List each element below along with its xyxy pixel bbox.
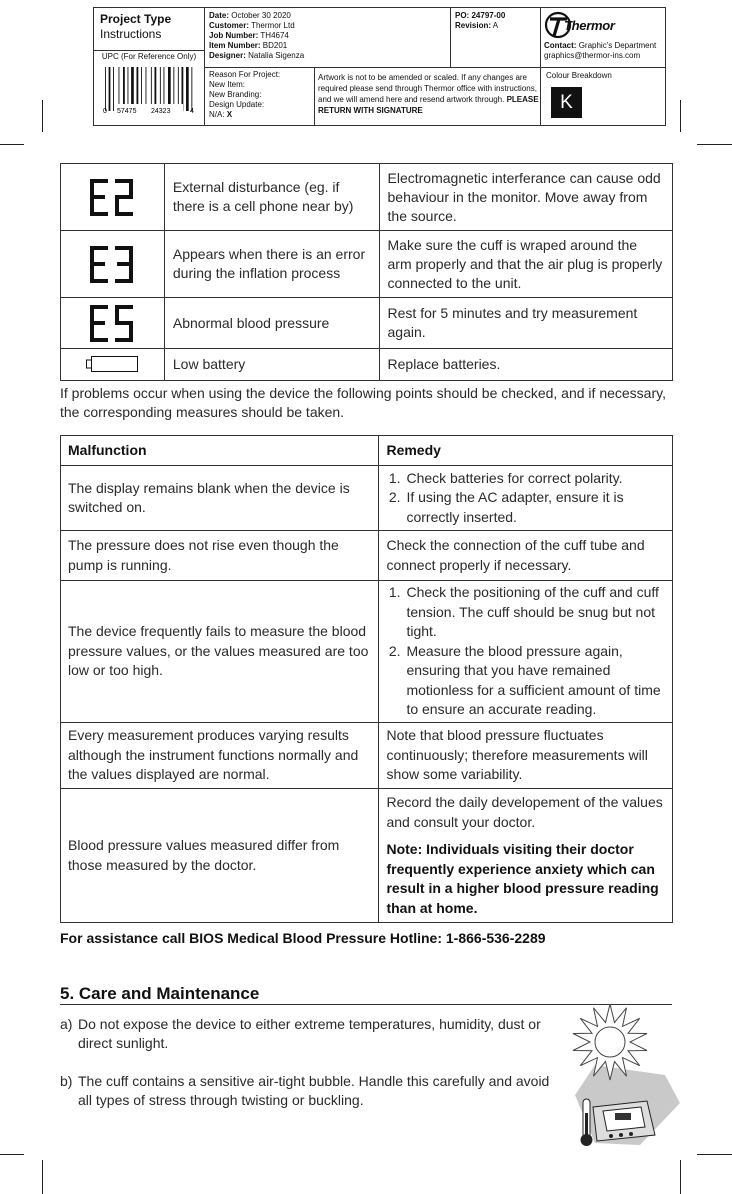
malfunction-cell: The device frequently fails to measure the blood pressure values, or the values measured are too low or too high. <box>61 581 379 723</box>
barcode-digit: 24323 <box>151 108 171 115</box>
list-marker: a) <box>60 1016 73 1032</box>
artwork-note-cell <box>318 72 540 116</box>
troubleshooting-intro: If problems occur when using the device the following points should be checked, and if necessary, the corresponding measures should be taken. <box>60 385 666 420</box>
error-code-table <box>60 163 673 381</box>
hotline-text: For assistance call BIOS Medical Blood Pressure Hotline: 1-866-536-2289 <box>60 930 546 946</box>
sun-exposure-illustration <box>555 995 680 1155</box>
date-value: October 30 2020 <box>231 11 291 20</box>
designer-label: Designer: <box>209 51 246 60</box>
error-action: Make sure the cuff is wraped around the arm properly and that the air plug is properly connected to the unit. <box>379 231 672 298</box>
crop-mark <box>0 1154 24 1155</box>
remedy-text: Record the daily developement of the values and consult your doctor. <box>386 794 663 830</box>
error-code-cell <box>61 298 165 349</box>
remedy-cell: Note that blood pressure fluctuates continuously; therefore measurements will show some variability. <box>379 723 673 789</box>
project-type-label: Project Type <box>100 12 172 26</box>
crop-mark <box>680 100 681 132</box>
list-item: 2. Measure the blood pressure again, ensuring that you have remained motionless for a sufficient amount of time to ensure an accurate reading. <box>404 642 665 720</box>
crop-mark <box>0 144 24 145</box>
customer-label: Customer: <box>209 21 250 30</box>
reason-line: New Branding: <box>209 90 262 99</box>
error-description: Appears when there is an error during the inflation process <box>164 231 379 298</box>
date-label: Date: <box>209 11 230 20</box>
error-code-cell <box>61 349 165 381</box>
care-item-a <box>60 1015 560 1053</box>
error-code-e3 <box>86 243 138 285</box>
error-action: Replace batteries. <box>379 349 672 381</box>
barcode-image <box>101 65 197 117</box>
table-row <box>61 531 673 581</box>
error-description: Abnormal blood pressure <box>164 298 379 349</box>
barcode-digit: 57475 <box>117 108 137 115</box>
list-item: 2. If using the AC adapter, ensure it is correctly inserted. <box>404 488 665 527</box>
na-label: N/A: <box>209 110 225 119</box>
table-row <box>61 298 673 349</box>
job-number-value: TH4674 <box>260 31 289 40</box>
colour-breakdown-cell <box>546 71 664 118</box>
crop-mark <box>42 1160 43 1194</box>
remedy-cell <box>379 581 673 723</box>
colour-swatch: K <box>551 87 582 118</box>
remedy-cell <box>379 789 673 923</box>
malfunction-header: Malfunction <box>61 436 379 466</box>
thermor-logo <box>544 11 666 39</box>
remedy-list <box>386 469 665 528</box>
customer-value: Thermor Ltd <box>251 21 295 30</box>
designer-value: Natalia Sigenza <box>248 51 305 60</box>
contact-value: Graphic's Department <box>578 41 657 50</box>
care-item-b <box>60 1072 560 1110</box>
care-item-text: Do not expose the device to either extreme temperatures, humidity, dust or direct sunlight. <box>78 1016 541 1051</box>
list-item: 1. Check the positioning of the cuff and cuff tension. The cuff should be snug but not tight. <box>404 583 665 642</box>
malfunction-cell: The display remains blank when the device is switched on. <box>61 466 379 531</box>
table-row <box>61 723 673 789</box>
error-code-e5 <box>86 302 138 344</box>
artwork-info-block <box>93 7 666 126</box>
revision-label: Revision: <box>455 21 492 30</box>
job-details-cell <box>209 11 449 61</box>
crop-mark <box>42 100 43 132</box>
error-code-cell <box>61 231 165 298</box>
crop-mark <box>680 1160 681 1194</box>
table-row <box>61 466 673 531</box>
malfunction-cell: Blood pressure values measured differ from those measured by the doctor. <box>61 789 379 923</box>
barcode-digit: 0 <box>103 108 107 115</box>
contact-email: graphics@thermor-ins.com <box>544 51 641 60</box>
remedy-list <box>386 583 665 720</box>
crop-mark <box>697 1154 732 1155</box>
brand-name: Thermor <box>564 18 615 33</box>
care-item-text: The cuff contains a sensitive air-tight bubble. Handle this carefully and avoid all types of stress through twisting or buckling. <box>78 1073 550 1108</box>
list-marker: b) <box>60 1073 73 1089</box>
reason-line: Reason For Project: <box>209 70 281 79</box>
list-item: 1. Check batteries for correct polarity. <box>404 469 665 489</box>
po-label: PO: <box>455 11 470 20</box>
table-row <box>61 349 673 381</box>
remedy-header: Remedy <box>379 436 673 466</box>
battery-icon <box>86 355 138 375</box>
artwork-note-bold: PLEASE RETURN WITH SIGNATURE <box>318 95 539 115</box>
crop-mark <box>697 144 732 145</box>
reason-cell <box>209 70 313 120</box>
po-cell <box>455 11 539 31</box>
table-row <box>61 789 673 923</box>
remedy-note: Note: Individuals visiting their doctor frequently experience anxiety which can result in a higher blood pressure reading than at home. <box>386 841 659 916</box>
reason-line: New Item: <box>209 80 246 89</box>
blood-pressure-monitor-icon <box>593 1101 655 1141</box>
sun-icon <box>573 1004 647 1080</box>
colour-breakdown-label: Colour Breakdown <box>546 71 612 80</box>
error-description: Low battery <box>164 349 379 381</box>
remedy-cell <box>379 466 673 531</box>
section-title: 5. Care and Maintenance <box>60 984 260 1003</box>
error-action: Electromagnetic interferance can cause odd behaviour in the monitor. Move away from the source. <box>379 164 672 231</box>
upc-label: UPC (For Reference Only) <box>101 52 197 61</box>
project-type-value: Instructions <box>100 27 162 41</box>
item-number-value: BD201 <box>262 41 288 50</box>
error-code-cell <box>61 164 165 231</box>
artwork-note: Artwork is not to be amended or scaled. If any changes are required please send through Thermor office with instructions, and we will amend here and resend artwork through. <box>318 73 537 104</box>
table-header-row <box>61 436 673 466</box>
malfunction-cell: Every measurement produces varying results although the instrument functions normally and the values displayed are normal. <box>61 723 379 789</box>
po-value: 24797-00 <box>471 11 506 20</box>
project-type-cell <box>100 12 200 42</box>
error-action: Rest for 5 minutes and try measurement again. <box>379 298 672 349</box>
item-number-label: Item Number: <box>209 41 261 50</box>
job-number-label: Job Number: <box>209 31 259 40</box>
table-row <box>61 581 673 723</box>
revision-value: A <box>492 21 499 30</box>
error-description: External disturbance (eg. if there is a cell phone near by) <box>164 164 379 231</box>
brand-contact-cell <box>544 11 666 61</box>
upc-cell <box>94 52 204 117</box>
na-value: X <box>226 110 233 119</box>
contact-label: Contact: <box>544 41 577 50</box>
malfunction-table <box>60 435 673 923</box>
remedy-cell: Check the connection of the cuff tube and connect properly if necessary. <box>379 531 673 581</box>
barcode-digit: 4 <box>190 108 194 115</box>
table-row <box>61 231 673 298</box>
malfunction-cell: The pressure does not rise even though the pump is running. <box>61 531 379 581</box>
reason-line: Design Update: <box>209 100 265 109</box>
table-row <box>61 164 673 231</box>
error-code-e2 <box>86 176 138 218</box>
